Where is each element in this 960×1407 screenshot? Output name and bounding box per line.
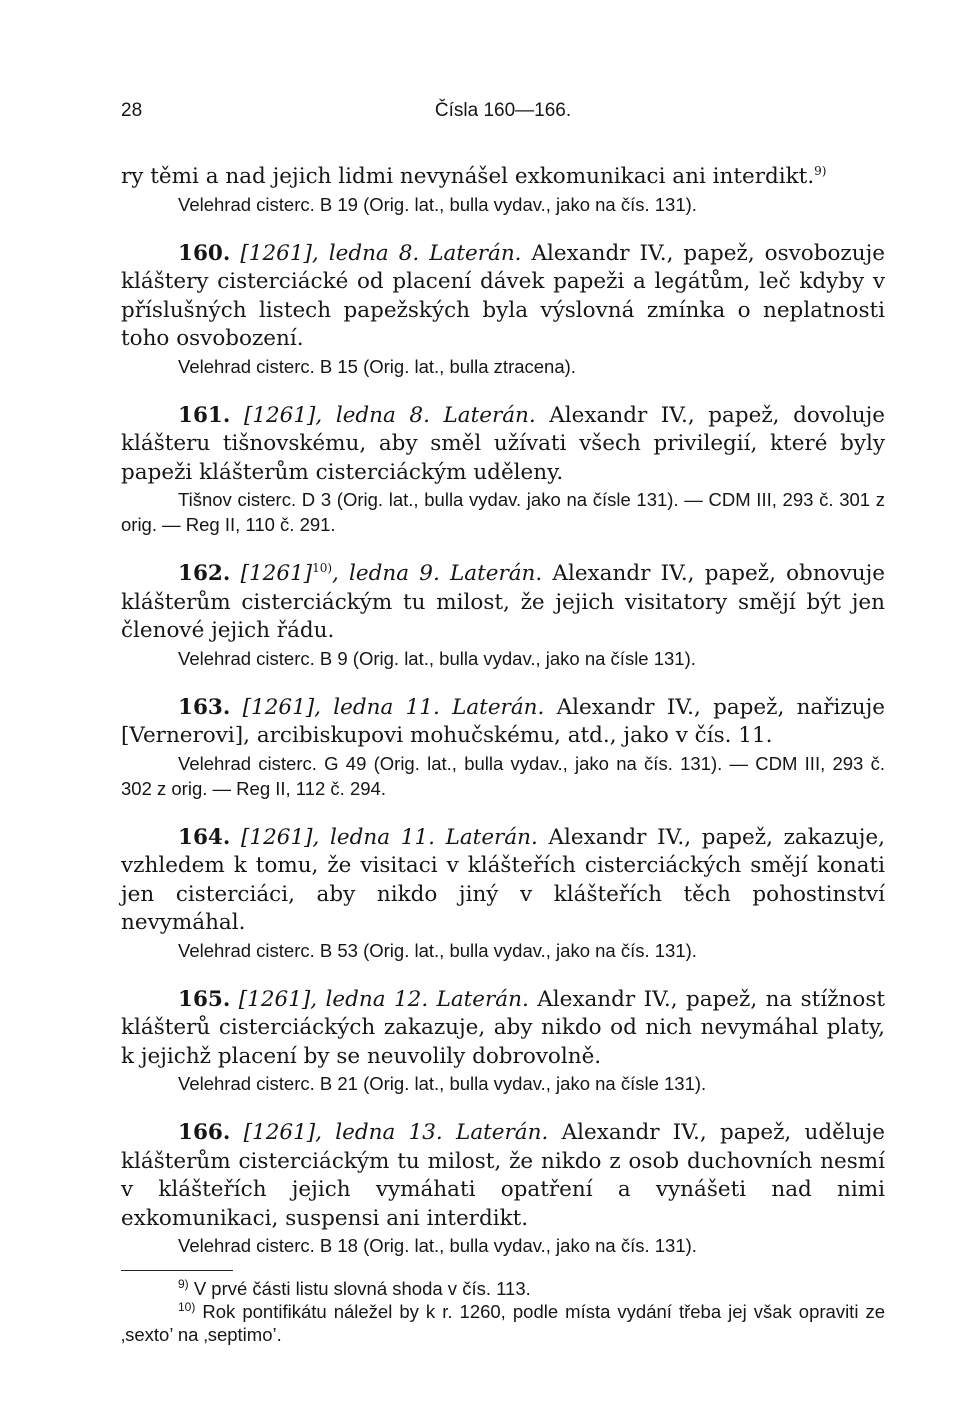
entry-date-rest: , ledna 9. Laterán. <box>332 561 543 586</box>
footnote-10 <box>121 1300 885 1346</box>
entry-date: [1261], ledna 11. Laterán. <box>242 694 545 720</box>
source-citation: Velehrad cisterc. B 9 (Orig. lat., bulla vydav., jako na čísle 131). <box>178 647 696 669</box>
entry-text: Alexandr IV., papež, zakazuje, vzhledem k tomu, že visitaci v klášteřích cisterciáckých smějí konati jen cisterciáci, aby nikdo jiný v klášteřích těch pohostinství nevymáhal. <box>121 824 885 935</box>
entry-date: [1261], ledna 11. Laterán. <box>241 824 538 850</box>
footnote-mark: 9) <box>178 1276 189 1291</box>
regest-entry-165 <box>121 986 885 1097</box>
entry-date: [1261], ledna 8. Laterán. <box>240 240 522 266</box>
footnote-reference: 10) <box>312 560 333 575</box>
page-number: 28 <box>121 100 143 121</box>
entry-number: 160. <box>178 240 231 266</box>
entry-number: 161. <box>178 402 231 428</box>
source-citation: Velehrad cisterc. B 53 (Orig. lat., bulla vydav., jako na čís. 131). <box>178 939 697 961</box>
entry-text: Alexandr IV., papež, nařizuje [Vernerovi], arcibiskupovi mohučskému, atd., jako v čís. 11. <box>121 694 885 748</box>
footnote-mark: 10) <box>178 1299 196 1314</box>
entry-number: 165. <box>178 986 231 1012</box>
footnote-9 <box>121 1277 885 1300</box>
regest-entry-162 <box>121 560 885 671</box>
page-body <box>121 163 885 1346</box>
entry-date: [1261], ledna 8. Laterán. <box>243 402 536 428</box>
entry-text: Alexandr IV., papež, uděluje klášterům cisterciáckým tu milost, že nikdo z osob duchovních nesmí v klášteřích jejich vymáhati opatření a vynášeti nad nimi exkomunikaci, suspensi ani interdikt. <box>121 1120 885 1231</box>
footnote-text: V prvé části listu slovná shoda v čís. 113. <box>193 1278 531 1299</box>
entry-number: 164. <box>178 824 231 850</box>
entry-text: Alexandr IV., papež, na stížnost klášterů cisterciáckých zakazuje, aby nikdo od nich nevymáhal platy, k jejichž placení by se neuvolily dobrovolně. <box>121 986 885 1069</box>
source-citation: Velehrad cisterc. G 49 (Orig. lat., bulla vydav., jako na čís. 131). — CDM III, 293 č. 302 z orig. — Reg II, 112 č. 294. <box>121 752 885 799</box>
regest-text <box>121 694 885 751</box>
entry-date: [1261] <box>240 561 313 586</box>
entry-number: 162. <box>178 561 231 586</box>
intro-paragraph <box>121 163 885 192</box>
entry-text: Alexandr IV., papež, obnovuje klášterům cisterciáckým tu milost, že jejich visitatory smějí být jen členové jejich řádu. <box>121 561 885 643</box>
entry-date: [1261], ledna 12. Laterán. <box>238 986 529 1012</box>
page-header <box>121 100 885 130</box>
footnote-text: Rok pontifikátu náležel by k r. 1260, podle místa vydání třeba jej však opraviti ze ‚sexto’ na ‚septimo’. <box>121 1301 886 1345</box>
regest-entry-164 <box>121 824 885 963</box>
regest-entry-160 <box>121 240 885 379</box>
regest-text <box>121 560 885 646</box>
regest-text <box>121 824 885 938</box>
regest-text <box>121 402 885 488</box>
footnote-divider <box>121 1270 233 1271</box>
entry-date: [1261], ledna 13. Laterán. <box>243 1120 549 1145</box>
source-citation: Velehrad cisterc. B 15 (Orig. lat., bulla ztracena). <box>178 355 576 377</box>
source-citation: Velehrad cisterc. B 18 (Orig. lat., bulla vydav., jako na čís. 131). <box>178 1235 697 1256</box>
regest-text <box>121 986 885 1072</box>
source-citation: Tišnov cisterc. D 3 (Orig. lat., bulla vydav. jako na čísle 131). — CDM III, 293 č. 301 z orig. — Reg II, 110 č. 291. <box>121 489 885 535</box>
regest-entry-166 <box>121 1119 885 1258</box>
source-citation: Velehrad cisterc. B 21 (Orig. lat., bulla vydav., jako na čísle 131). <box>178 1073 707 1094</box>
regest-entry-163 <box>121 694 885 801</box>
entry-text: Alexandr IV., papež, osvobozuje kláštery cisterciácké od placení dávek papeži a legátům, leč kdyby v příslušných listech papežských byla výslovná zmínka o neplatnosti toho osvobození. <box>121 240 885 351</box>
regest-text <box>121 1119 885 1233</box>
entry-number: 163. <box>178 694 231 720</box>
entry-text: Alexandr IV., papež, dovoluje klášteru tišnovskému, aby směl užívati všech privilegií, které byly papeži klášterům cisterciáckým uděleny. <box>121 402 885 485</box>
regest-text <box>121 240 885 354</box>
footnote-reference: 9) <box>814 163 827 178</box>
entry-number: 166. <box>178 1120 231 1145</box>
running-title: Čísla 160—166. <box>434 100 572 121</box>
regest-entry-161 <box>121 402 885 538</box>
source-citation: Velehrad cisterc. B 19 (Orig. lat., bulla vydav., jako na čís. 131). <box>178 193 697 215</box>
intro-text: ry těmi a nad jejich lidmi nevynášel exkomunikaci ani interdikt. <box>121 164 815 189</box>
